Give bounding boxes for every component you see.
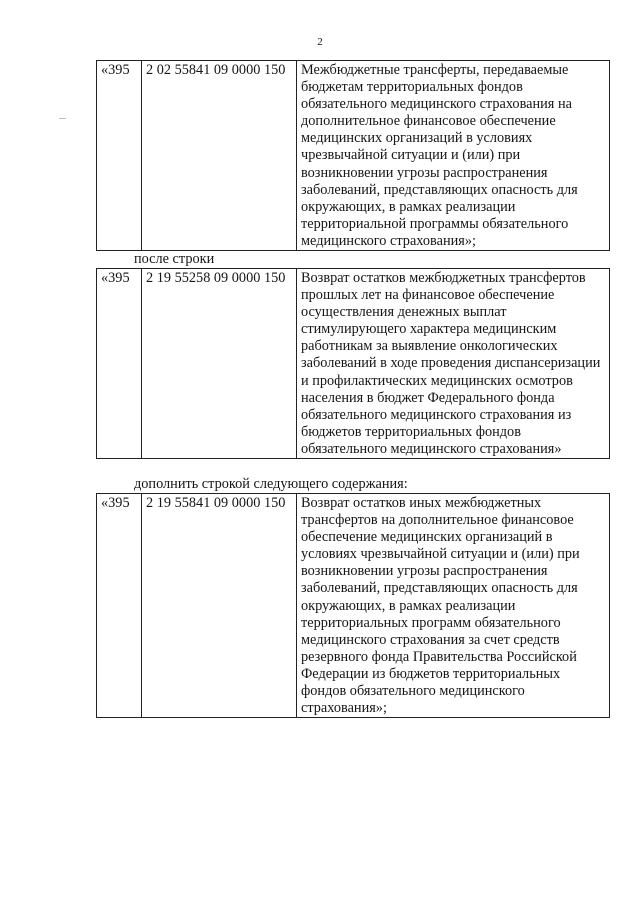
budget-classification-code-cell: 2 19 55841 09 0000 150 [142, 494, 297, 718]
admin-code-cell: «395 [97, 269, 142, 459]
description-cell: Межбюджетные трансферты, передаваемые бюджетам территориальных фондов обязательного медицинского страхования на дополнительное финансовое обеспечение медицинских организаций в условиях чрезвычайной ситуации и (или) при возникновении угрозы распространения заболеваний, представляющих опасность для окружающих, в рамках реализации территориальной программы обязательного медицинского страхования»; [297, 61, 610, 251]
budget-code-table-2 [96, 268, 610, 459]
table-row [97, 61, 610, 251]
description-cell: Возврат остатков межбюджетных трансфертов прошлых лет на финансовое обеспечение осуществления денежных выплат стимулирующего характера медицинским работникам за выявление онкологических заболеваний в ходе проведения диспансеризации и профилактических медицинских осмотров населения в бюджет Федерального фонда обязательного медицинского страхования из бюджетов территориальных фондов обязательного медицинского страхования» [297, 269, 610, 459]
admin-code-cell: «395 [97, 494, 142, 718]
table-row [97, 494, 610, 718]
admin-code-cell: «395 [97, 61, 142, 251]
instruction-add-row: дополнить строкой следующего содержания: [134, 476, 408, 492]
margin-mark [59, 118, 66, 119]
instruction-after-row: после строки [134, 251, 215, 267]
budget-classification-code-cell: 2 19 55258 09 0000 150 [142, 269, 297, 459]
budget-classification-code-cell: 2 02 55841 09 0000 150 [142, 61, 297, 251]
budget-code-table-3 [96, 493, 610, 718]
description-cell: Возврат остатков иных межбюджетных трансфертов на дополнительное финансовое обеспечение медицинских организаций в условиях чрезвычайной ситуации и (или) при возникновении угрозы распространения заболеваний, представляющих опасность для окружающих, в рамках реализации территориальных программ обязательного медицинского страхования за счет средств резервного фонда Правительства Российской Федерации из бюджетов территориальных фондов обязательного медицинского страхования»; [297, 494, 610, 718]
budget-code-table-1 [96, 60, 610, 251]
page-number: 2 [317, 36, 323, 48]
table-row [97, 269, 610, 459]
